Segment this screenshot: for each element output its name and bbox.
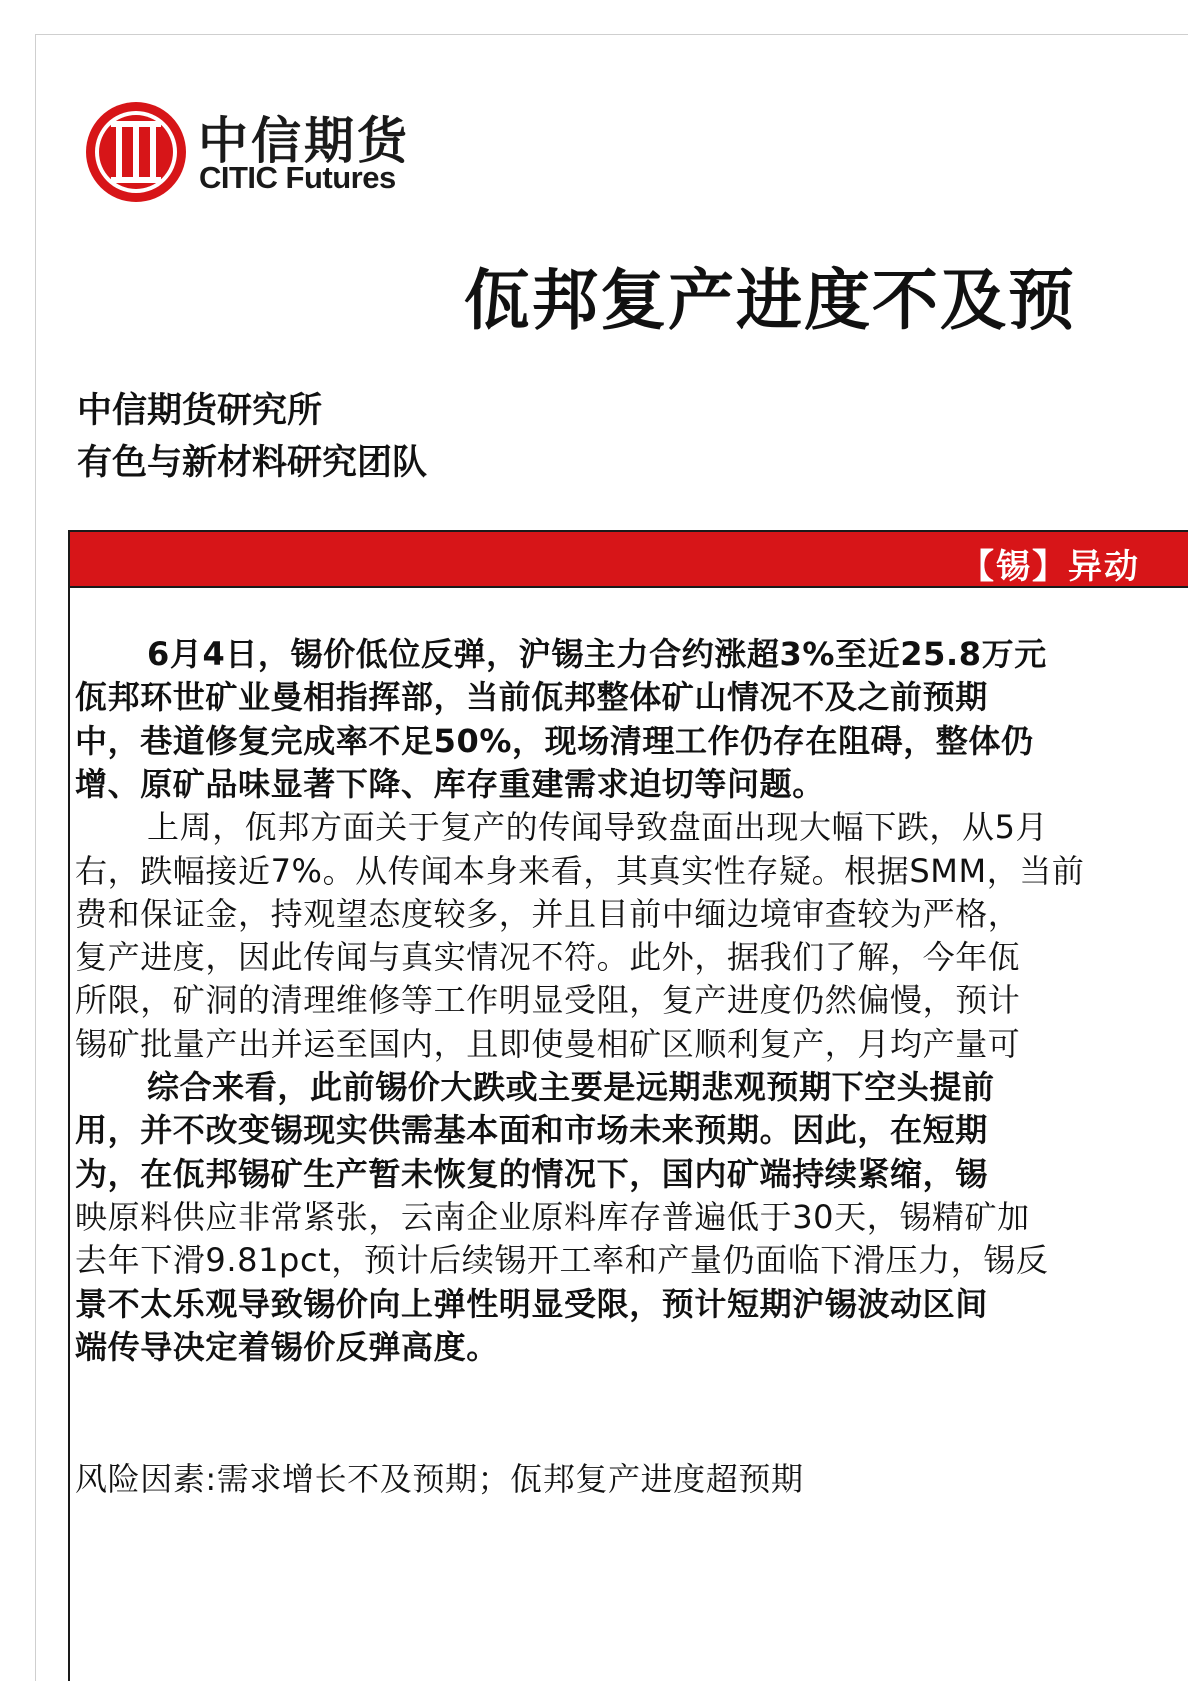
institute-name: 中信期货研究所 <box>77 391 323 431</box>
report-line: 景不太乐观导致锡价向上弹性明显受限，预计短期沪锡波动区间 <box>75 1284 988 1323</box>
report-line: 右，跌幅接近7%。从传闻本身来看，其真实性存疑。根据SMM，当前 <box>75 851 1085 890</box>
report-line: 端传导决定着锡价反弹高度。 <box>75 1327 499 1366</box>
report-line: 映原料供应非常紧张，云南企业原料库存普遍低于30天，锡精矿加 <box>75 1197 1030 1236</box>
report-box-header-text: 【锡】异动 <box>960 547 1140 587</box>
report-line: 所限，矿洞的清理维修等工作明显受阻，复产进度仍然偏慢，预计 <box>75 981 1021 1020</box>
report-line: 用，并不改变锡现实供需基本面和市场未来预期。因此，在短期 <box>75 1111 988 1150</box>
report-line: 锡矿批量产出并运至国内，且即使曼相矿区顺利复产，月均产量可 <box>75 1024 1021 1063</box>
report-line: 复产进度，因此传闻与真实情况不符。此外，据我们了解，今年佤 <box>75 938 1021 977</box>
document-title: 佤邦复产进度不及预 <box>464 262 1076 339</box>
report-line: 中，巷道修复完成率不足50%，现场清理工作仍存在阻碍，整体仍 <box>75 721 1034 760</box>
risk-factors: 风险因素:需求增长不及预期；佤邦复产进度超预期 <box>75 1460 804 1498</box>
report-box <box>68 530 1188 1681</box>
report-line: 为，在佤邦锡矿生产暂未恢复的情况下，国内矿端持续紧缩，锡 <box>75 1154 988 1193</box>
team-name: 有色与新材料研究团队 <box>77 443 428 483</box>
citic-logo-icon <box>83 99 189 205</box>
logo-chinese-name: 中信期货 <box>198 111 410 170</box>
report-line: 增、原矿品味显著下降、库存重建需求迫切等问题。 <box>75 764 825 803</box>
document-page <box>35 34 1188 1681</box>
report-line: 去年下滑9.81pct，预计后续锡开工率和产量仍面临下滑压力，锡反 <box>75 1241 1049 1280</box>
report-line: 费和保证金，持观望态度较多，并且目前中缅边境审查较为严格， <box>75 894 1021 933</box>
report-line: 上周，佤邦方面关于复产的传闻导致盘面出现大幅下跌，从5月 <box>147 808 1049 847</box>
report-box-header <box>70 532 1188 588</box>
report-line: 综合来看，此前锡价大跌或主要是远期悲观预期下空头提前 <box>147 1068 995 1106</box>
report-line: 佤邦环世矿业曼相指挥部，当前佤邦整体矿山情况不及之前预期 <box>75 678 988 717</box>
logo-english-name: CITIC Futures <box>199 160 396 195</box>
report-line: 6月4日，锡价低位反弹，沪锡主力合约涨超3%至近25.8万元 <box>147 635 1047 673</box>
